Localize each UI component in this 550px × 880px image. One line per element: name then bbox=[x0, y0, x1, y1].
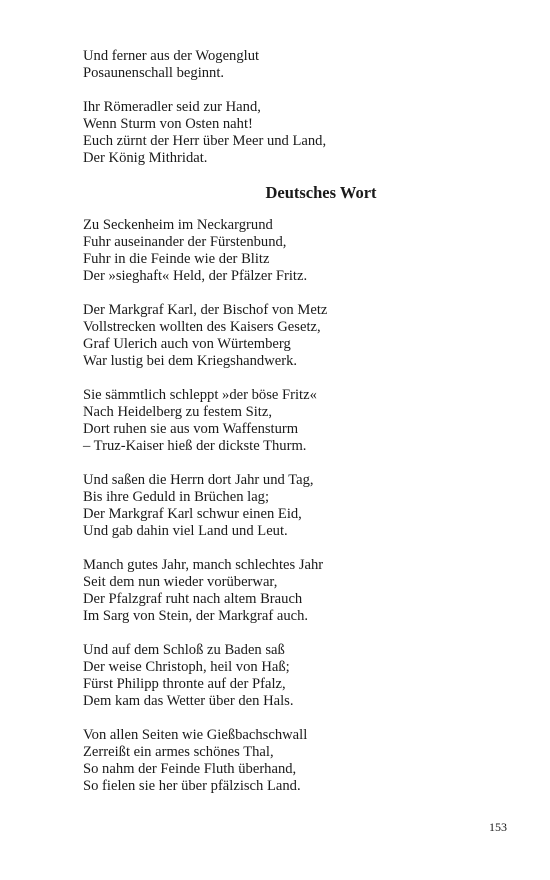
verse-line: Dem kam das Wetter über den Hals. bbox=[83, 693, 294, 709]
verse-line: Fürst Philipp thronte auf der Pfalz, bbox=[83, 676, 286, 692]
verse-line: Zerreißt ein armes schönes Thal, bbox=[83, 744, 274, 760]
verse-line: Manch gutes Jahr, manch schlechtes Jahr bbox=[83, 557, 324, 573]
verse-line: Dort ruhen sie aus vom Waffensturm bbox=[83, 421, 299, 437]
verse-line: Graf Ulerich auch von Würtemberg bbox=[83, 336, 291, 352]
verse-line: Nach Heidelberg zu festem Sitz, bbox=[83, 404, 272, 420]
poem-title: Deutsches Wort bbox=[265, 183, 377, 202]
stanza bbox=[83, 557, 463, 625]
verse-line: Und saßen die Herrn dort Jahr und Tag, bbox=[83, 472, 314, 488]
stanza bbox=[83, 302, 463, 370]
verse-line: Fuhr in die Feinde wie der Blitz bbox=[83, 251, 270, 267]
verse-line: Zu Seckenheim im Neckargrund bbox=[83, 217, 273, 233]
verse-line: Euch zürnt der Herr über Meer und Land, bbox=[83, 133, 327, 149]
stanza bbox=[83, 472, 463, 540]
verse-line: Der Pfalzgraf ruht nach altem Brauch bbox=[83, 591, 303, 607]
verse-line: Posaunenschall beginnt. bbox=[83, 65, 225, 81]
stanza bbox=[83, 727, 463, 795]
verse-line: War lustig bei dem Kriegshandwerk. bbox=[83, 353, 298, 369]
stanza bbox=[83, 99, 463, 167]
poem-text bbox=[83, 48, 463, 812]
stanza bbox=[83, 642, 463, 710]
page-number: 153 bbox=[489, 820, 507, 834]
verse-line: Vollstrecken wollten des Kaisers Gesetz, bbox=[83, 319, 321, 335]
verse-line: Bis ihre Geduld in Brüchen lag; bbox=[83, 489, 270, 505]
verse-line: Der »sieghaft« Held, der Pfälzer Fritz. bbox=[83, 268, 308, 284]
verse-line: Wenn Sturm von Osten naht! bbox=[83, 116, 253, 132]
verse-line: Und auf dem Schloß zu Baden saß bbox=[83, 642, 285, 658]
verse-line: Der Markgraf Karl, der Bischof von Metz bbox=[83, 302, 328, 318]
verse-line: Der König Mithridat. bbox=[83, 150, 208, 166]
stanza bbox=[83, 217, 463, 285]
verse-line: Und gab dahin viel Land und Leut. bbox=[83, 523, 288, 539]
stanza bbox=[83, 48, 463, 82]
verse-line: Sie sämmtlich schleppt »der böse Fritz« bbox=[83, 387, 317, 403]
verse-line: Im Sarg von Stein, der Markgraf auch. bbox=[83, 608, 309, 624]
verse-line: Fuhr auseinander der Fürstenbund, bbox=[83, 234, 287, 250]
verse-line: Von allen Seiten wie Gießbachschwall bbox=[83, 727, 308, 743]
verse-line: Und ferner aus der Wogenglut bbox=[83, 48, 260, 64]
verse-line: So nahm der Feinde Fluth überhand, bbox=[83, 761, 297, 777]
verse-line: Der Markgraf Karl schwur einen Eid, bbox=[83, 506, 302, 522]
verse-line: So fielen sie her über pfälzisch Land. bbox=[83, 778, 301, 794]
verse-line: – Truz-Kaiser hieß der dickste Thurm. bbox=[83, 438, 307, 454]
verse-line: Der weise Christoph, heil von Haß; bbox=[83, 659, 290, 675]
verse-line: Seit dem nun wieder vorüberwar, bbox=[83, 574, 278, 590]
verse-line: Ihr Römeradler seid zur Hand, bbox=[83, 99, 261, 115]
stanza bbox=[83, 387, 463, 455]
